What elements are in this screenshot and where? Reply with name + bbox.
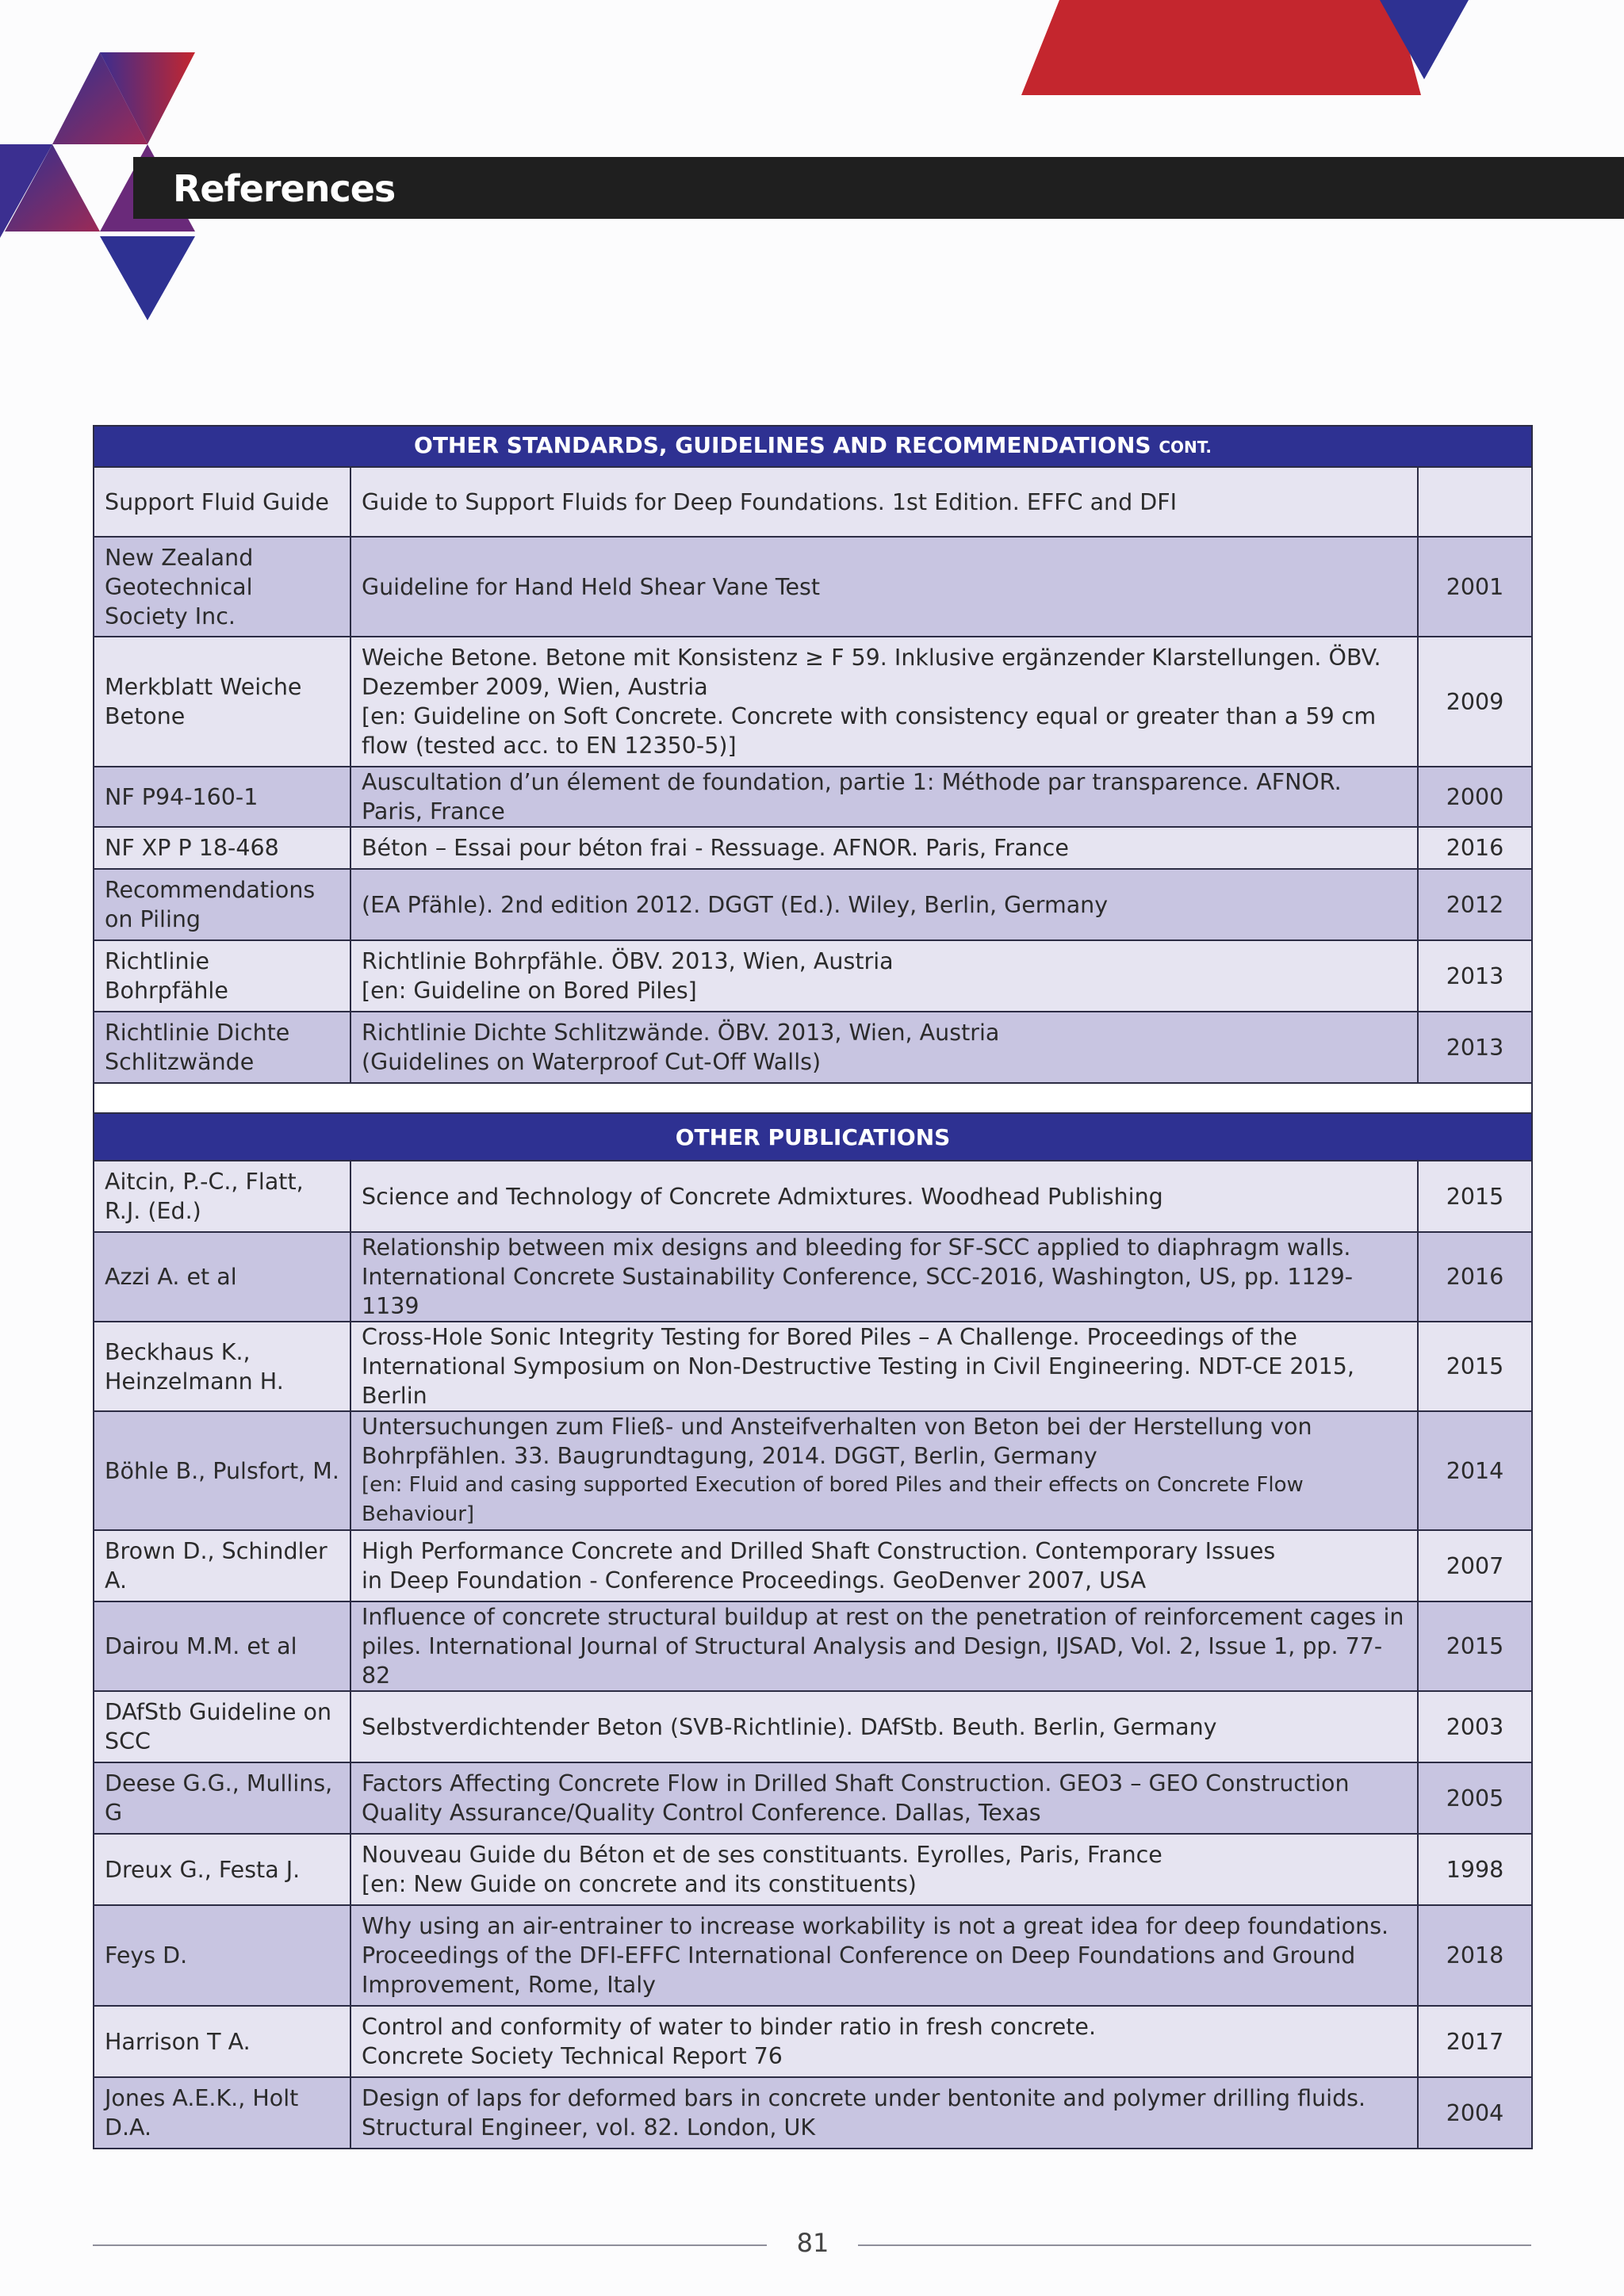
table-row [94, 940, 1532, 1012]
footer-rule-left [93, 2244, 767, 2246]
year-cell: 2015 [1418, 1161, 1532, 1232]
source-cell: Merkblatt Weiche Betone [94, 637, 350, 767]
page-number: 81 [796, 2228, 829, 2258]
reference-cell: Influence of concrete structural buildup at rest on the penetration of reinforcement cages in piles. International Journal of Structural Analysis and Design, IJSAD, Vol. 2, Issue 1, pp. 77-82 [350, 1601, 1418, 1691]
table-row [94, 2077, 1532, 2149]
table-row [94, 1601, 1532, 1691]
source-cell: Jones A.E.K., Holt D.A. [94, 2077, 350, 2149]
reference-cell: High Performance Concrete and Drilled Shaft Construction. Contemporary Issues in Deep Foundation - Conference Proceedings. GeoDenver 2007, USA [350, 1530, 1418, 1601]
source-cell: Beckhaus K., Heinzelmann H. [94, 1322, 350, 1411]
table-row [94, 2006, 1532, 2077]
source-cell: Deese G.G., Mullins, G [94, 1762, 350, 1834]
reference-cell: Guide to Support Fluids for Deep Foundations. 1st Edition. EFFC and DFI [350, 467, 1418, 537]
table-row [94, 1834, 1532, 1905]
reference-cell: Design of laps for deformed bars in concrete under bentonite and polymer drilling fluids. Structural Engineer, vol. 82. London, UK [350, 2077, 1418, 2149]
table-row [94, 1530, 1532, 1601]
reference-cell: (EA Pfähle). 2nd edition 2012. DGGT (Ed.). Wiley, Berlin, Germany [350, 869, 1418, 940]
year-cell: 2007 [1418, 1530, 1532, 1601]
publications-table [93, 1112, 1533, 2149]
table-row [94, 1232, 1532, 1322]
reference-cell: Relationship between mix designs and bleeding for SF-SCC applied to diaphragm walls. International Concrete Sustainability Conference, SCC-2016, Washington, US, pp. 1129-1139 [350, 1232, 1418, 1322]
source-cell: New Zealand Geotechnical Society Inc. [94, 537, 350, 637]
reference-cell: Control and conformity of water to binder ratio in fresh concrete. Concrete Society Technical Report 76 [350, 2006, 1418, 2077]
year-cell: 2015 [1418, 1322, 1532, 1411]
year-cell: 2001 [1418, 537, 1532, 637]
reference-cell: Béton – Essai pour béton frai - Ressuage. AFNOR. Paris, France [350, 827, 1418, 869]
source-cell: Brown D., Schindler A. [94, 1530, 350, 1601]
section-heading-row [94, 426, 1532, 467]
table-row [94, 1762, 1532, 1834]
reference-cell: Guideline for Hand Held Shear Vane Test [350, 537, 1418, 637]
source-cell: Feys D. [94, 1905, 350, 2006]
table-row [94, 1411, 1532, 1530]
reference-cell: Science and Technology of Concrete Admixtures. Woodhead Publishing [350, 1161, 1418, 1232]
reference-cell: Why using an air-entrainer to increase workability is not a great idea for deep foundations. Proceedings of the DFI-EFFC International Conference on Deep Foundations and Ground Improvement, Rome, Italy [350, 1905, 1418, 2006]
table-row [94, 827, 1532, 869]
source-cell: DAfStb Guideline on SCC [94, 1691, 350, 1762]
source-cell: Harrison T A. [94, 2006, 350, 2077]
reference-cell: Auscultation d’un élement de foundation, partie 1: Méthode par transparence. AFNOR. Paris, France [350, 767, 1418, 827]
table-row [94, 869, 1532, 940]
year-cell: 2012 [1418, 869, 1532, 940]
year-cell: 2014 [1418, 1411, 1532, 1530]
table-row [94, 1161, 1532, 1232]
source-cell: Böhle B., Pulsfort, M. [94, 1411, 350, 1530]
table-row [94, 1322, 1532, 1411]
page-title: References [173, 167, 396, 210]
source-cell: Aitcin, P.-C., Flatt, R.J. (Ed.) [94, 1161, 350, 1232]
standards-table [93, 425, 1533, 1131]
section-heading: OTHER STANDARDS, GUIDELINES AND RECOMMENDATIONS CONT. [94, 426, 1532, 467]
source-cell: NF XP P 18-468 [94, 827, 350, 869]
reference-cell: Richtlinie Dichte Schlitzwände. ÖBV. 2013, Wien, Austria (Guidelines on Waterproof Cut-Off Walls) [350, 1012, 1418, 1083]
reference-cell: Weiche Betone. Betone mit Konsistenz ≥ F 59. Inklusive ergänzender Klarstellungen. ÖBV. Dezember 2009, Wien, Austria [en: Guideline on Soft Concrete. Concrete with consistency equal or greater than a 59 cm flow (tested acc. to EN 12350-5)] [350, 637, 1418, 767]
year-cell [1418, 467, 1532, 537]
table-row [94, 1691, 1532, 1762]
source-cell: Richtlinie Bohrpfähle [94, 940, 350, 1012]
source-cell: Dreux G., Festa J. [94, 1834, 350, 1905]
year-cell: 2013 [1418, 940, 1532, 1012]
table-row [94, 1905, 1532, 2006]
year-cell: 2016 [1418, 1232, 1532, 1322]
footer-rule-right [858, 2244, 1531, 2246]
table-row [94, 537, 1532, 637]
table-row [94, 767, 1532, 827]
reference-cell: Factors Affecting Concrete Flow in Drilled Shaft Construction. GEO3 – GEO Construction Quality Assurance/Quality Control Conference. Dallas, Texas [350, 1762, 1418, 1834]
year-cell: 2016 [1418, 827, 1532, 869]
year-cell: 2004 [1418, 2077, 1532, 2149]
year-cell: 2018 [1418, 1905, 1532, 2006]
reference-cell: Untersuchungen zum Fließ- und Ansteifverhalten von Beton bei der Herstellung von Bohrpfählen. 33. Baugrundtagung, 2014. DGGT, Berlin, Germany [en: Fluid and casing supported Execution of bored Piles and their effects on Concrete Flow Behaviour] [350, 1411, 1418, 1530]
source-cell: Recommendations on Piling [94, 869, 350, 940]
year-cell: 2005 [1418, 1762, 1532, 1834]
source-cell: NF P94-160-1 [94, 767, 350, 827]
year-cell: 2013 [1418, 1012, 1532, 1083]
year-cell: 1998 [1418, 1834, 1532, 1905]
year-cell: 2003 [1418, 1691, 1532, 1762]
year-cell: 2015 [1418, 1601, 1532, 1691]
source-cell: Support Fluid Guide [94, 467, 350, 537]
reference-cell: Richtlinie Bohrpfähle. ÖBV. 2013, Wien, Austria [en: Guideline on Bored Piles] [350, 940, 1418, 1012]
table-row [94, 1012, 1532, 1083]
source-cell: Richtlinie Dichte Schlitzwände [94, 1012, 350, 1083]
reference-cell: Nouveau Guide du Béton et de ses constituants. Eyrolles, Paris, France [en: New Guide on concrete and its constituents) [350, 1834, 1418, 1905]
source-cell: Azzi A. et al [94, 1232, 350, 1322]
reference-cell: Selbstverdichtender Beton (SVB-Richtlinie). DAfStb. Beuth. Berlin, Germany [350, 1691, 1418, 1762]
table-row [94, 637, 1532, 767]
section-heading-row [94, 1113, 1532, 1161]
section-heading: OTHER PUBLICATIONS [94, 1113, 1532, 1161]
year-cell: 2000 [1418, 767, 1532, 827]
year-cell: 2017 [1418, 2006, 1532, 2077]
source-cell: Dairou M.M. et al [94, 1601, 350, 1691]
table-row [94, 467, 1532, 537]
year-cell: 2009 [1418, 637, 1532, 767]
reference-cell: Cross-Hole Sonic Integrity Testing for Bored Piles – A Challenge. Proceedings of the International Symposium on Non-Destructive Testing in Civil Engineering. NDT-CE 2015, Berlin [350, 1322, 1418, 1411]
